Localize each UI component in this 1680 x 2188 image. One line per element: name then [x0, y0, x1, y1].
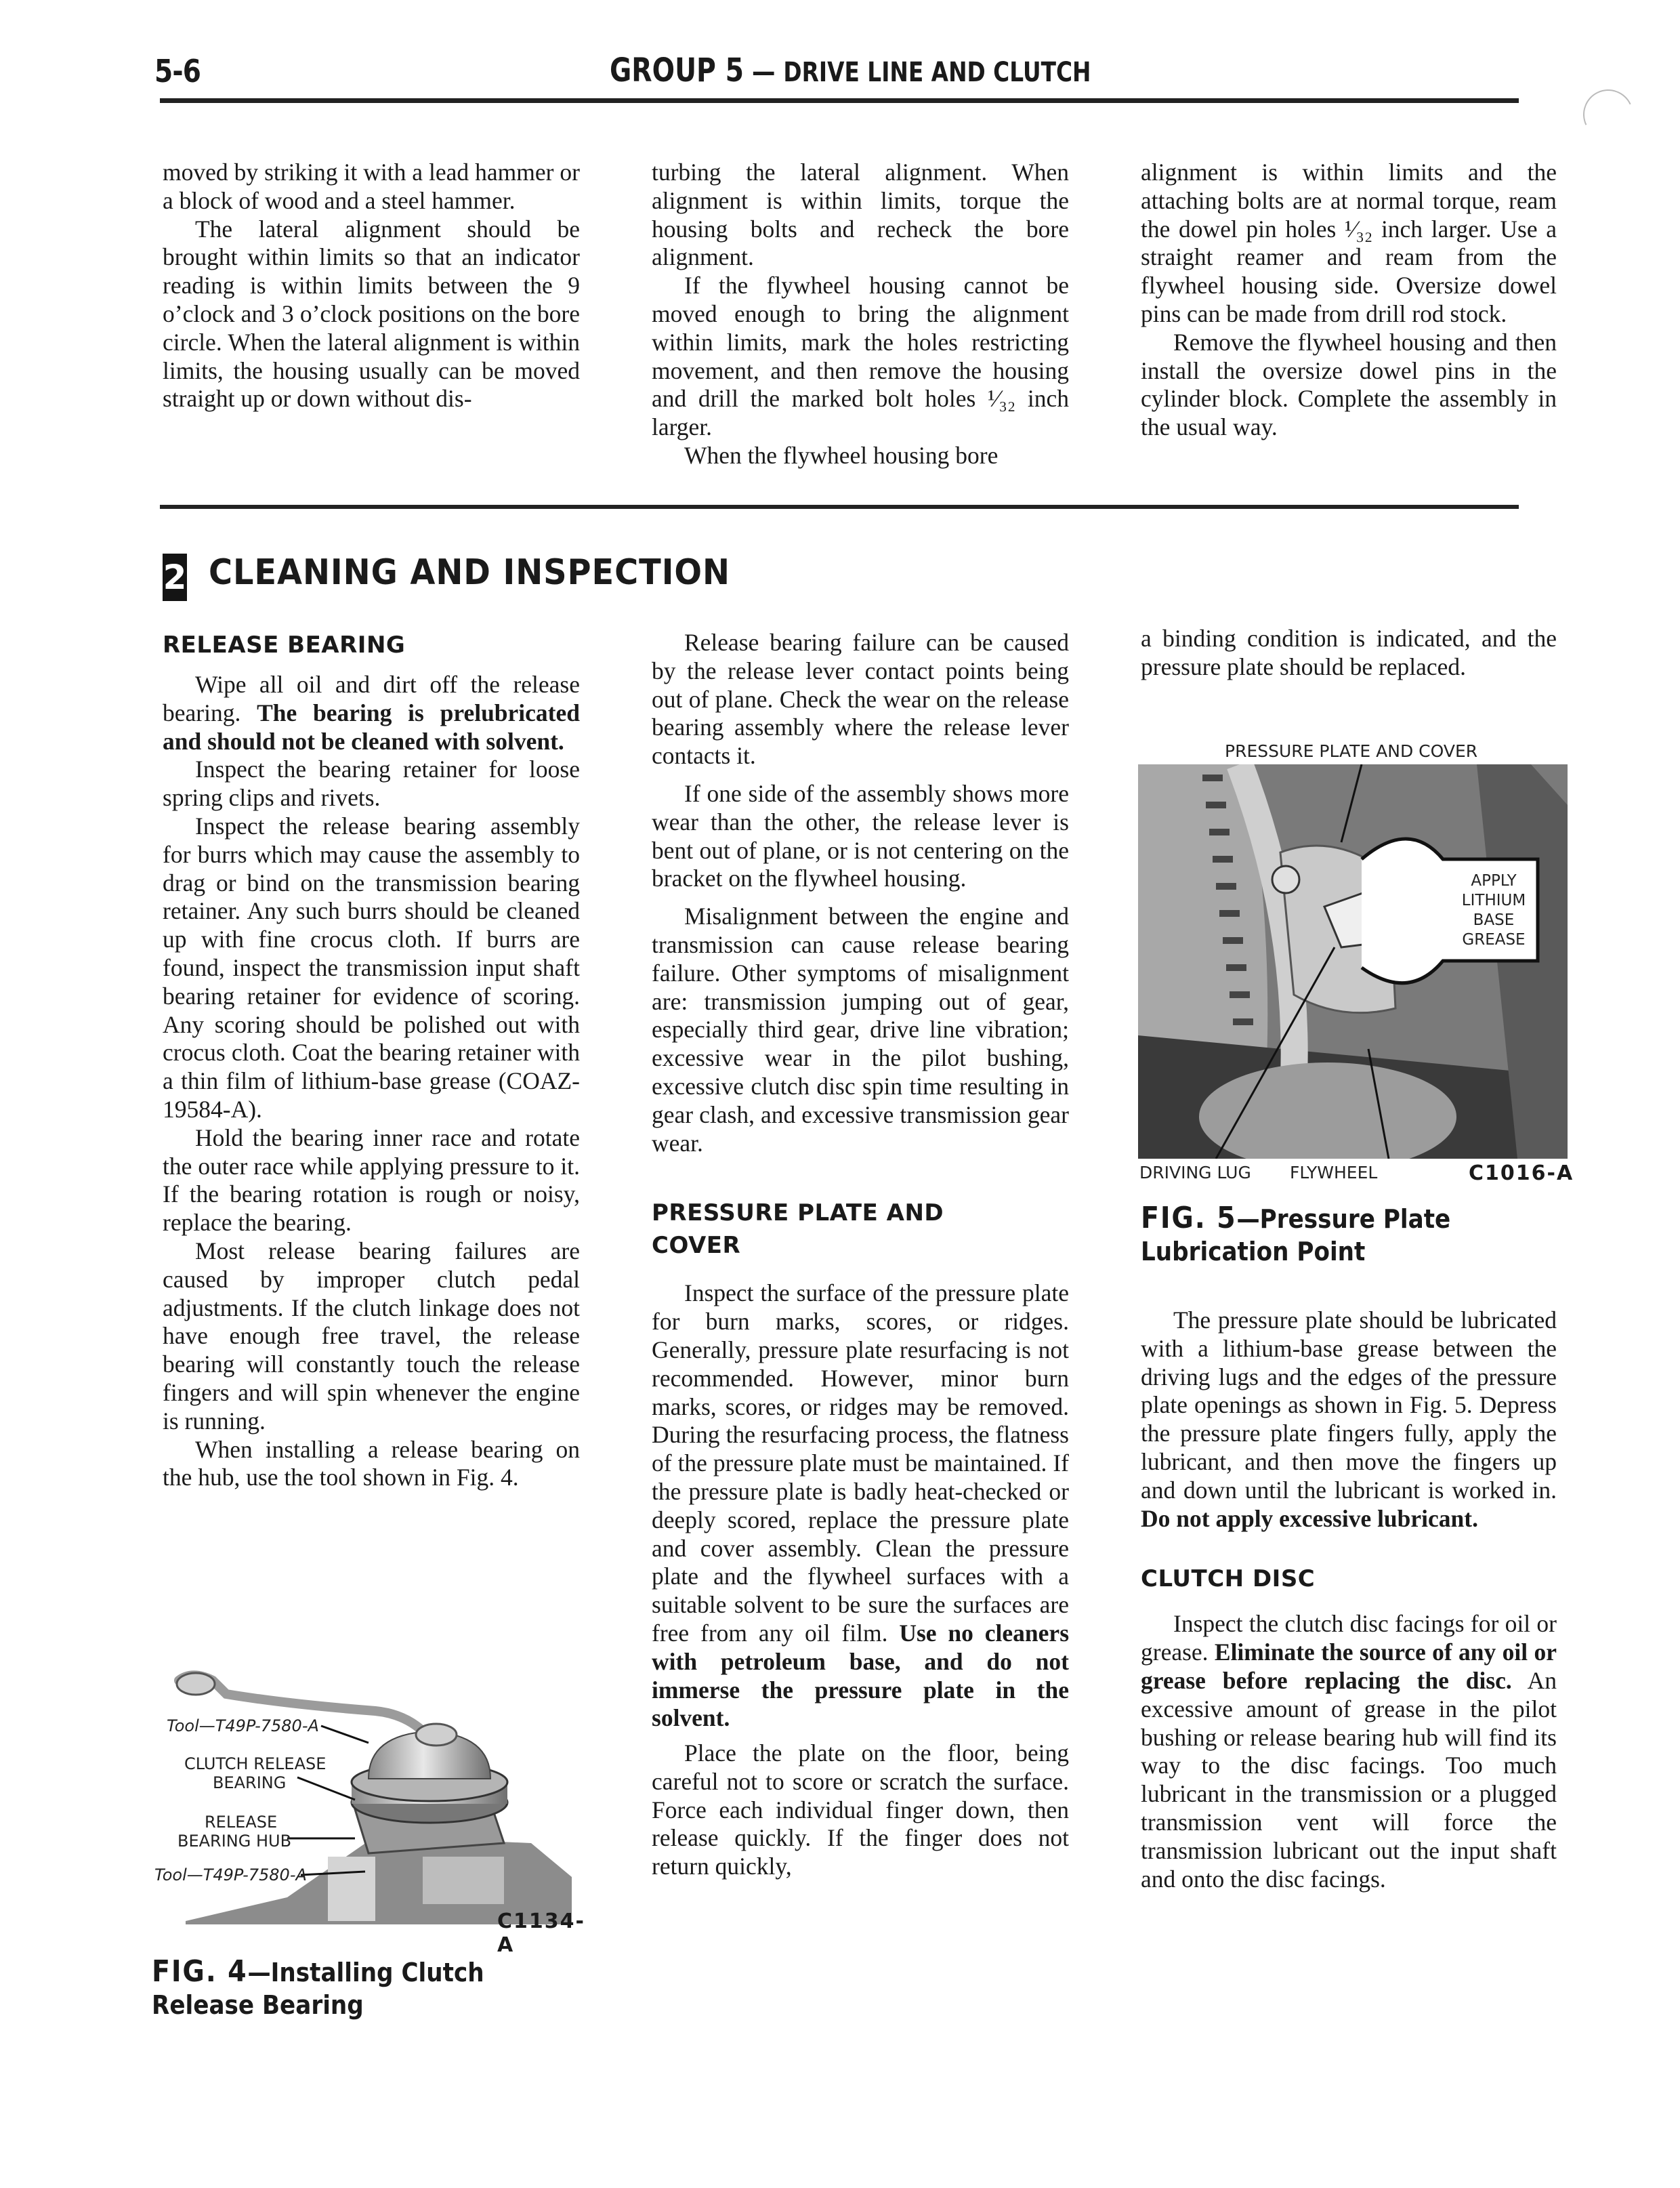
- header-dash: —: [743, 55, 784, 88]
- figure-code: C1134-A: [497, 1910, 585, 1957]
- paragraph: Most release bearing failures are caused by improper clutch pedal adjustments. If the clutch linkage does not have enough free travel, the release bearing will constantly touch the release fingers and will spin whenever the engine is running.: [163, 1237, 580, 1434]
- paragraph: When installing a release bearing on the hub, use the tool shown in Fig. 4.: [163, 1435, 580, 1491]
- section-divider: [160, 505, 1519, 509]
- bold-warning: Use no cleaners with petroleum base, and do not immerse the pressure plate in the solvent.: [652, 1619, 1070, 1732]
- pressure-plate-photo: [1138, 764, 1568, 1159]
- paragraph: Hold the bearing inner race and rotate the outer race while applying pressure to it. If the bearing rotation is rough or noisy, replace the bearing.: [163, 1123, 580, 1237]
- header-rule: [160, 98, 1519, 103]
- label-driving-lug: DRIVING LUG: [1139, 1163, 1251, 1182]
- section-title: CLEANING AND INSPECTION: [209, 552, 730, 593]
- top-column-2: [652, 159, 1069, 470]
- column-1: [163, 629, 580, 1492]
- paragraph: turbing the lateral alignment. When alignment is within limits, torque the housing bolts and recheck the bore alignment.: [652, 159, 1069, 271]
- figure-5-photo: [1138, 764, 1568, 1159]
- figure-4-caption: [152, 1956, 542, 2021]
- grease-callout: [1456, 871, 1531, 950]
- callout-line: APPLY: [1471, 872, 1517, 890]
- fig5-top-label: PRESSURE PLATE AND COVER: [1225, 741, 1478, 761]
- paragraph: [1141, 1306, 1557, 1533]
- bold-warning: The bearing is prelubricated and should not be cleaned with solvent.: [163, 699, 580, 755]
- text: The pressure plate should be lubricated with a lithium-base grease between the driving lugs and the edges of the pressure plate openings as shown in Fig. 5. Depress the pressure plate fingers fully, apply the lubricant, and then move the fingers up and down until the lubricant is worked in.: [1141, 1306, 1557, 1504]
- figure-5-caption: [1141, 1202, 1519, 1268]
- paragraph: Remove the flywheel housing and then install the oversize dowel pins in the cylinder block. Complete the assembly in the usual way.: [1141, 328, 1557, 441]
- figure-title: —Installing Clutch Release Bearing: [152, 1958, 484, 2020]
- callout-line: GREASE: [1462, 931, 1526, 949]
- callout-line: LITHIUM: [1461, 892, 1526, 909]
- label-bearing-hub: BEARING HUB: [177, 1832, 292, 1851]
- paragraph: [1141, 1610, 1557, 1893]
- figure-number: FIG. 4: [152, 1954, 248, 1989]
- group-label: GROUP 5: [610, 51, 744, 89]
- running-header: [610, 51, 1091, 89]
- subheading-pressure-plate: [652, 1197, 1069, 1262]
- paragraph: [163, 671, 580, 756]
- figure-code: C1016-A: [1469, 1161, 1574, 1185]
- bold-warning: Eliminate the source of any oil or grease before replacing the disc.: [1141, 1638, 1557, 1694]
- paragraph: a binding condition is indicated, and the pressure plate should be replaced.: [1141, 625, 1557, 680]
- paragraph: Inspect the bearing retainer for loose spring clips and rivets.: [163, 756, 580, 812]
- paragraph: Misalignment between the engine and transmission can cause release bearing failure. Other symptoms of misalignment are: transmission jumping out of gear, especially third gear, drive line vibration; excessive wear in the pilot bushing, excessive clutch disc spin time resulting in gear clash, and excessive transmission gear wear.: [652, 903, 1069, 1157]
- section-number-badge: 2: [163, 554, 187, 601]
- top-column-1: [163, 159, 580, 413]
- paragraph: The lateral alignment should be brought within limits so that an indicator reading is within limits between the 9 o’clock and 3 o’clock positions on the bore circle. When the lateral alignment is within limits, the housing usually can be moved straight up or down without dis-: [163, 215, 580, 413]
- column-3-top: [1141, 625, 1557, 682]
- paragraph: If one side of the assembly shows more wear than the other, the release lever is bent out of plane, or is not centering on the bracket on the flywheel housing.: [652, 779, 1069, 892]
- figure-4-illustration: [152, 1653, 585, 1957]
- subheading-line: COVER: [652, 1232, 741, 1260]
- paragraph: Release bearing failure can be caused by the release lever contact points being out of plane. Check the wear on the release bearing assembly where the release lever contacts it.: [652, 629, 1069, 770]
- paragraph: moved by striking it with a lead hammer or a block of wood and a steel hammer.: [163, 159, 580, 214]
- figure-title: —Pressure Plate Lubrication Point: [1141, 1204, 1451, 1266]
- callout-line: BASE: [1473, 911, 1515, 929]
- label-flywheel: FLYWHEEL: [1290, 1163, 1378, 1182]
- top-column-3: [1141, 159, 1557, 442]
- text: An excessive amount of grease in the pilot bushing or release bearing hub will find its way to the disc facings. Too much lubricant in the transmission or a plugged transmission vent will force the transmission lubricant out the input shaft and onto the disc facings.: [1141, 1666, 1557, 1893]
- label-bearing: BEARING: [213, 1773, 287, 1792]
- figure-number: FIG. 5: [1141, 1201, 1237, 1235]
- bold-warning: Do not apply excessive lubricant.: [1141, 1504, 1478, 1532]
- subheading-line: PRESSURE PLATE AND: [652, 1199, 944, 1227]
- paragraph: alignment is within limits and the attaching bolts are at normal torque, ream the dowel pin holes ¹⁄₃₂ inch larger. Use a straight reamer and ream from the flywheel housing side. Oversize dowel pins can be made from drill rod stock.: [1141, 159, 1557, 327]
- column-2: [652, 629, 1069, 1881]
- text: Inspect the surface of the pressure plate for burn marks, scores, or ridges. Generally, pressure plate resurfacing is not recommended. However, minor burn marks, scores, or ridges may be removed. During the resurfacing process, the flatness of the pressure plate must be maintained. If the pressure plate is badly heat-checked or deeply scored, replace the pressure plate and cover assembly. Clean the pressure plate and the flywheel surfaces with a suitable solvent to be sure the surfaces are free from any oil film.: [652, 1279, 1069, 1647]
- paragraph: When the flywheel housing bore: [684, 441, 999, 469]
- label-clutch-release: CLUTCH RELEASE: [184, 1754, 327, 1773]
- label-release: RELEASE: [205, 1813, 278, 1832]
- subheading-clutch-disc: CLUTCH DISC: [1141, 1565, 1316, 1593]
- subheading-release-bearing: RELEASE BEARING: [163, 632, 406, 659]
- clutch-bearing-tool-drawing: [152, 1653, 572, 1938]
- column-3-bottom: [1141, 1306, 1557, 1893]
- chapter-title: DRIVE LINE AND CLUTCH: [783, 57, 1091, 88]
- text: Wipe all oil and dirt off the release bearing.: [163, 671, 580, 726]
- paragraph: [652, 1279, 1069, 1733]
- label-tool-bottom: Tool—T49P-7580-A: [154, 1865, 307, 1884]
- label-tool-top: Tool—T49P-7580-A: [167, 1716, 319, 1735]
- paragraph: Inspect the release bearing assembly for burrs which may cause the assembly to drag or bind on the transmission bearing retainer. Any such burrs should be cleaned up with fine crocus cloth. If burrs are found, inspect the transmission input shaft bearing retainer for evidence of scoring. Any scoring should be polished out with crocus cloth. Coat the bearing retainer with a thin film of lithium-base grease (COAZ-19584-A).: [163, 812, 580, 1123]
- paragraph: Place the plate on the floor, being careful not to score or scratch the surface. Force each individual finger down, then release quickly. If the finger does not return quickly,: [652, 1739, 1069, 1880]
- page-number: 5-6: [154, 53, 201, 89]
- paragraph: If the flywheel housing cannot be moved enough to bring the alignment within limits, mark the holes restricting movement, and then remove the housing and drill the marked bolt holes ¹⁄₃₂ inch larger.: [652, 272, 1069, 441]
- text: Inspect the clutch disc facings for oil or grease.: [1141, 1610, 1557, 1666]
- page-corner-mark: [1576, 83, 1641, 147]
